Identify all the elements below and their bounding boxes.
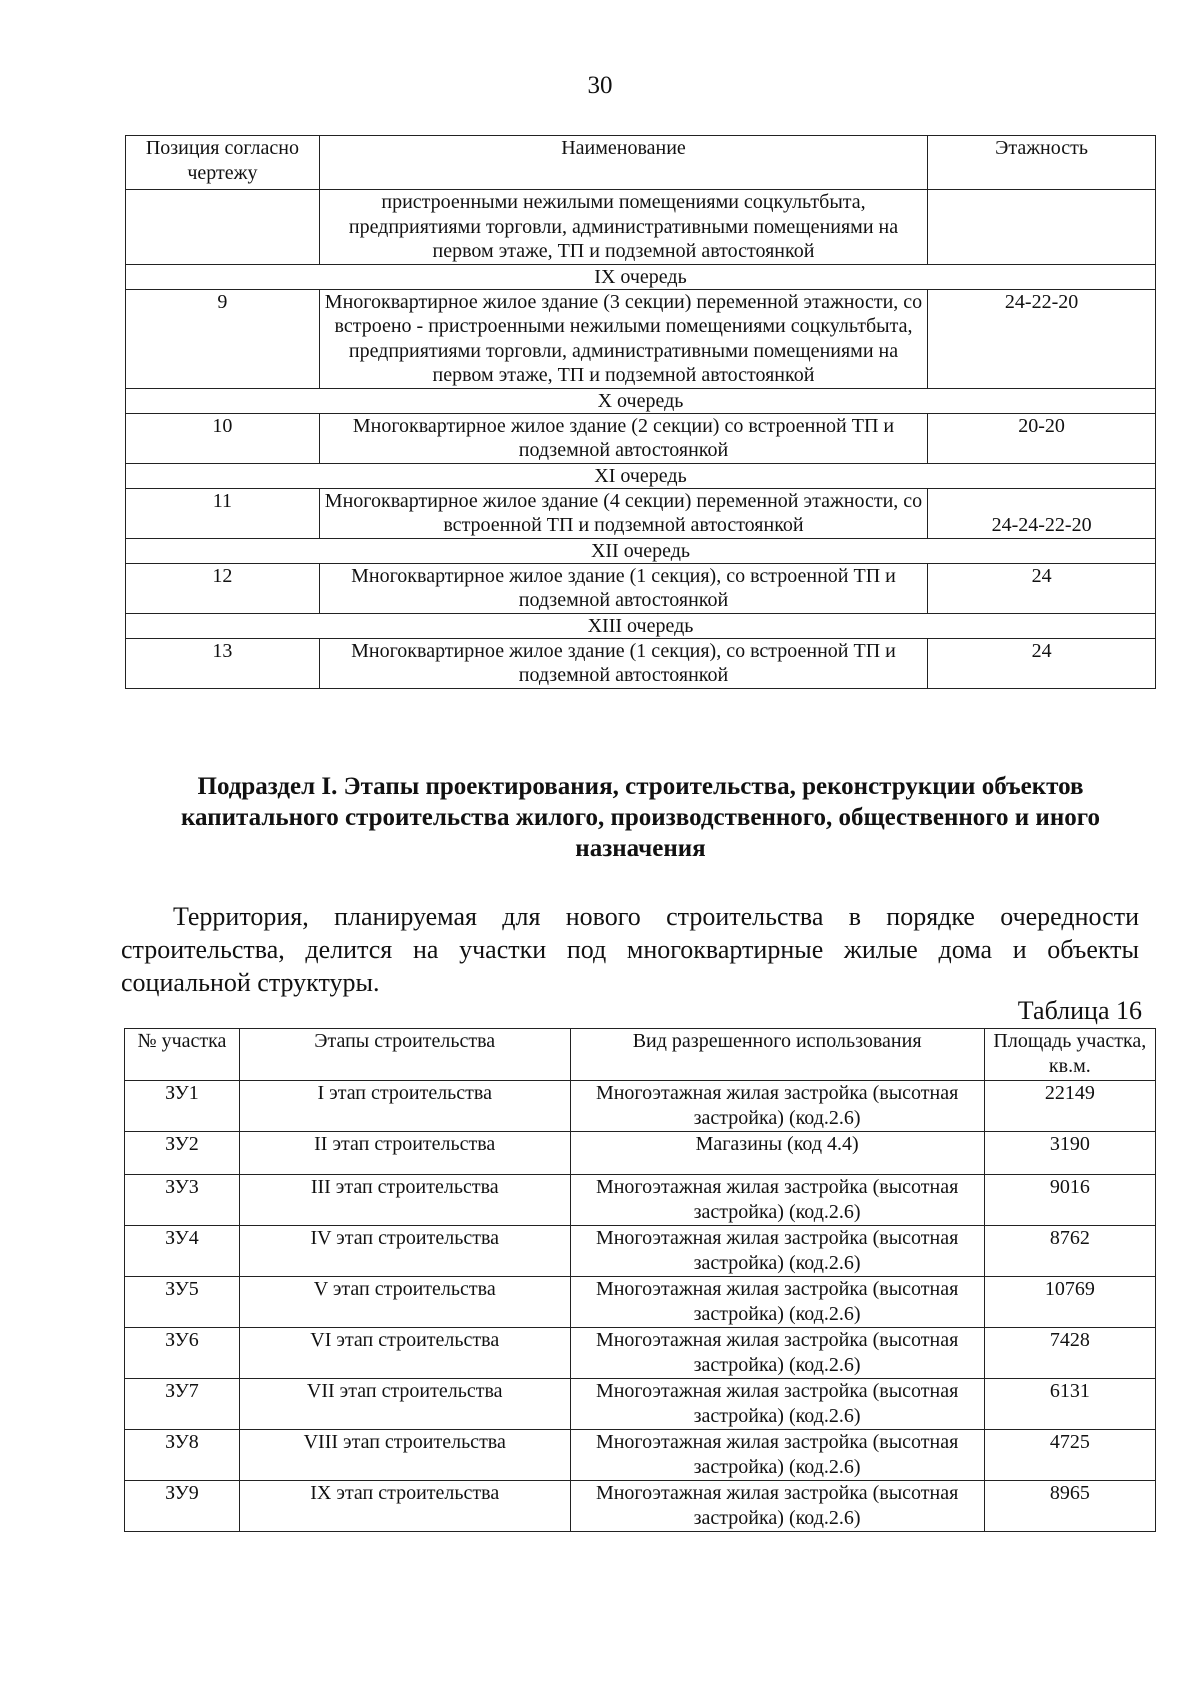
construction-stages-table [124,1028,1156,1532]
table-row [126,563,1156,613]
permitted-use-cell: Многоэтажная жилая застройка (высотная застройка) (код.2.6) [570,1328,984,1379]
area-cell: 7428 [984,1328,1155,1379]
permitted-use-cell: Магазины (код 4.4) [570,1132,984,1175]
intro-paragraph: Территория, планируемая для нового строительства в порядке очередности строительства, делится на участки под многоквартирные жилые дома и объекты социальной структуры. [121,902,1139,997]
area-cell: 9016 [984,1175,1155,1226]
floors-cell: 24-22-20 [928,289,1156,388]
stage-cell: IX этап строительства [239,1481,570,1532]
position-cell: 12 [126,563,320,613]
plot-number-cell: ЗУ8 [125,1430,240,1481]
floors-cell: 24 [928,563,1156,613]
table-header-row [126,136,1156,190]
name-cell: Многоквартирное жилое здание (1 секция), со встроенной ТП и подземной автостоянкой [319,563,927,613]
area-cell: 6131 [984,1379,1155,1430]
area-cell: 8965 [984,1481,1155,1532]
stage-cell: V этап строительства [239,1277,570,1328]
queue-label: IX очередь [126,264,1156,289]
plot-number-cell: ЗУ3 [125,1175,240,1226]
permitted-use-cell: Многоэтажная жилая застройка (высотная застройка) (код.2.6) [570,1226,984,1277]
queue-label: XI очередь [126,463,1156,488]
queue-row [126,264,1156,289]
page-number: 30 [587,72,613,99]
header-permitted-use: Вид разрешенного использования [570,1029,984,1081]
plot-number-cell: ЗУ9 [125,1481,240,1532]
plot-number-cell: ЗУ5 [125,1277,240,1328]
plot-number-cell: ЗУ4 [125,1226,240,1277]
position-cell: 10 [126,413,320,463]
table-row [126,488,1156,538]
stage-cell: VI этап строительства [239,1328,570,1379]
permitted-use-cell: Многоэтажная жилая застройка (высотная застройка) (код.2.6) [570,1277,984,1328]
table-row [126,638,1156,688]
stage-cell: III этап строительства [239,1175,570,1226]
header-plot-number: № участка [125,1029,240,1081]
area-cell: 10769 [984,1277,1155,1328]
plot-number-cell: ЗУ6 [125,1328,240,1379]
queue-row [126,388,1156,413]
name-cell: Многоквартирное жилое здание (3 секции) переменной этажности, со встроено - пристроенными нежилыми помещениями соцкультбыта, предприятиями торговли, административными помещениями на первом этаже, ТП и подземной автостоянкой [319,289,927,388]
table-row [125,1328,1156,1379]
queue-row [126,613,1156,638]
name-cell: Многоквартирное жилое здание (2 секции) со встроенной ТП и подземной автостоянкой [319,413,927,463]
position-cell: 13 [126,638,320,688]
table-row [126,413,1156,463]
queue-row [126,538,1156,563]
name-cell: Многоквартирное жилое здание (1 секция), со встроенной ТП и подземной автостоянкой [319,638,927,688]
table-row [125,1481,1156,1532]
plot-number-cell: ЗУ1 [125,1081,240,1132]
table-row [125,1379,1156,1430]
stage-cell: II этап строительства [239,1132,570,1175]
position-cell: 11 [126,488,320,538]
area-cell: 3190 [984,1132,1155,1175]
header-name: Наименование [319,136,927,190]
continuation-name: пристроенными нежилыми помещениями соцкультбыта, предприятиями торговли, административными помещениями на первом этаже, ТП и подземной автостоянкой [319,190,927,265]
table-caption: Таблица 16 [1017,996,1142,1025]
continuation-row [126,190,1156,265]
permitted-use-cell: Многоэтажная жилая застройка (высотная застройка) (код.2.6) [570,1430,984,1481]
permitted-use-cell: Многоэтажная жилая застройка (высотная застройка) (код.2.6) [570,1081,984,1132]
queue-row [126,463,1156,488]
permitted-use-cell: Многоэтажная жилая застройка (высотная застройка) (код.2.6) [570,1379,984,1430]
stage-cell: I этап строительства [239,1081,570,1132]
table-row [125,1132,1156,1175]
table-row [125,1430,1156,1481]
queue-label: XII очередь [126,538,1156,563]
plot-number-cell: ЗУ7 [125,1379,240,1430]
table-header-row [125,1029,1156,1081]
queue-label: X очередь [126,388,1156,413]
area-cell: 4725 [984,1430,1155,1481]
area-cell: 22149 [984,1081,1155,1132]
construction-queue-table [125,135,1156,689]
floors-cell: 24 [928,638,1156,688]
table-row [125,1277,1156,1328]
continuation-position [126,190,320,265]
header-position: Позиция согласно чертежу [126,136,320,190]
permitted-use-cell: Многоэтажная жилая застройка (высотная застройка) (код.2.6) [570,1175,984,1226]
header-area: Площадь участка, кв.м. [984,1029,1155,1081]
stage-cell: VII этап строительства [239,1379,570,1430]
table-row [125,1226,1156,1277]
floors-cell: 20-20 [928,413,1156,463]
plot-number-cell: ЗУ2 [125,1132,240,1175]
area-cell: 8762 [984,1226,1155,1277]
table-row [125,1175,1156,1226]
permitted-use-cell: Многоэтажная жилая застройка (высотная застройка) (код.2.6) [570,1481,984,1532]
queue-label: XIII очередь [126,613,1156,638]
header-stage: Этапы строительства [239,1029,570,1081]
name-cell: Многоквартирное жилое здание (4 секции) переменной этажности, со встроенной ТП и подземной автостоянкой [319,488,927,538]
continuation-floors [928,190,1156,265]
position-cell: 9 [126,289,320,388]
stage-cell: VIII этап строительства [239,1430,570,1481]
subsection-heading: Подраздел I. Этапы проектирования, строительства, реконструкции объектов капитального строительства жилого, производственного, общественного и иного назначения [181,773,1100,862]
stage-cell: IV этап строительства [239,1226,570,1277]
table-row [126,289,1156,388]
floors-cell: 24-24-22-20 [928,488,1156,538]
table-row [125,1081,1156,1132]
header-floors: Этажность [928,136,1156,190]
